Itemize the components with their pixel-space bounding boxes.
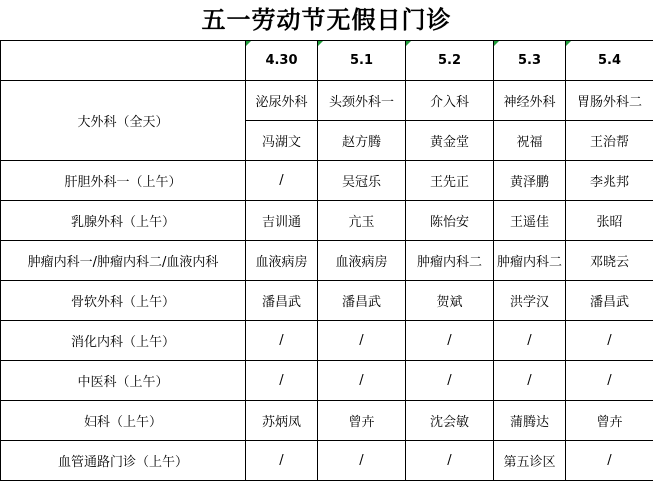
schedule-cell: 潘昌武	[566, 281, 653, 321]
table-row	[1, 361, 653, 401]
table-row	[1, 201, 653, 241]
schedule-cell: 蒲腾达	[494, 401, 566, 441]
date-cell: 5.2	[406, 41, 494, 81]
schedule-cell: 赵方腾	[318, 121, 406, 161]
schedule-cell: 肿瘤内科二	[406, 241, 494, 281]
schedule-cell: 第五诊区	[494, 441, 566, 481]
schedule-cell: /	[566, 361, 653, 401]
date-cell: 5.4	[566, 41, 653, 81]
schedule-cell: /	[318, 441, 406, 481]
department-name: 血管通路门诊（上午）	[1, 441, 246, 481]
schedule-cell: 曾卉	[318, 401, 406, 441]
table-row	[1, 241, 653, 281]
schedule-cell: /	[246, 361, 318, 401]
schedule-cell: 肿瘤内科二	[494, 241, 566, 281]
schedule-cell: 黄泽鹏	[494, 161, 566, 201]
schedule-cell: 祝福	[494, 121, 566, 161]
schedule-cell: /	[566, 441, 653, 481]
schedule-cell: 血液病房	[246, 241, 318, 281]
date-cell: 5.1	[318, 41, 406, 81]
schedule-cell: 头颈外科一	[318, 81, 406, 121]
date-cell: 5.3	[494, 41, 566, 81]
department-name: 消化内科（上午）	[1, 321, 246, 361]
schedule-cell: /	[566, 321, 653, 361]
schedule-cell: 王治帮	[566, 121, 653, 161]
date-header-row	[1, 41, 653, 81]
date-cell: 4.30	[246, 41, 318, 81]
schedule-cell: 张昭	[566, 201, 653, 241]
department-name: 肿瘤内科一/肿瘤内科二/血液内科	[1, 241, 246, 281]
schedule-cell: 邓晓云	[566, 241, 653, 281]
schedule-cell: 陈怡安	[406, 201, 494, 241]
schedule-cell: /	[318, 321, 406, 361]
table-row	[1, 161, 653, 201]
schedule-cell: 黄金堂	[406, 121, 494, 161]
holiday-clinic-table	[0, 40, 653, 481]
page-title: 五一劳动节无假日门诊	[201, 6, 452, 34]
schedule-cell: 沈会敏	[406, 401, 494, 441]
schedule-cell: /	[246, 321, 318, 361]
schedule-cell: 胃肠外科二	[566, 81, 653, 121]
table-row	[1, 321, 653, 361]
schedule-cell: /	[318, 361, 406, 401]
schedule-cell: /	[494, 321, 566, 361]
schedule-cell: 神经外科	[494, 81, 566, 121]
department-name: 大外科（全天）	[1, 81, 246, 161]
schedule-cell: /	[246, 161, 318, 201]
table-row	[1, 441, 653, 481]
schedule-cell: 贺斌	[406, 281, 494, 321]
table-row	[1, 401, 653, 441]
schedule-cell: 潘昌武	[246, 281, 318, 321]
schedule-cell: 苏炳凤	[246, 401, 318, 441]
schedule-cell: 冯湖文	[246, 121, 318, 161]
corner-cell	[1, 41, 246, 81]
schedule-cell: 血液病房	[318, 241, 406, 281]
schedule-cell: 吉训通	[246, 201, 318, 241]
schedule-cell: 王先正	[406, 161, 494, 201]
schedule-cell: 吴冠乐	[318, 161, 406, 201]
schedule-cell: 李兆邦	[566, 161, 653, 201]
schedule-cell: /	[246, 441, 318, 481]
schedule-cell: 曾卉	[566, 401, 653, 441]
schedule-cell: 泌尿外科	[246, 81, 318, 121]
table-row	[1, 281, 653, 321]
department-name: 中医科（上午）	[1, 361, 246, 401]
schedule-cell: /	[406, 441, 494, 481]
department-name: 乳腺外科（上午）	[1, 201, 246, 241]
schedule-cell: 介入科	[406, 81, 494, 121]
department-name: 骨软外科（上午）	[1, 281, 246, 321]
schedule-cell: 王遥佳	[494, 201, 566, 241]
department-name: 妇科（上午）	[1, 401, 246, 441]
schedule-cell: /	[406, 361, 494, 401]
schedule-cell: 潘昌武	[318, 281, 406, 321]
schedule-cell: /	[406, 321, 494, 361]
schedule-cell: 洪学汉	[494, 281, 566, 321]
schedule-cell: 亢玉	[318, 201, 406, 241]
table-row	[1, 81, 653, 121]
department-name: 肝胆外科一（上午）	[1, 161, 246, 201]
schedule-cell: /	[494, 361, 566, 401]
